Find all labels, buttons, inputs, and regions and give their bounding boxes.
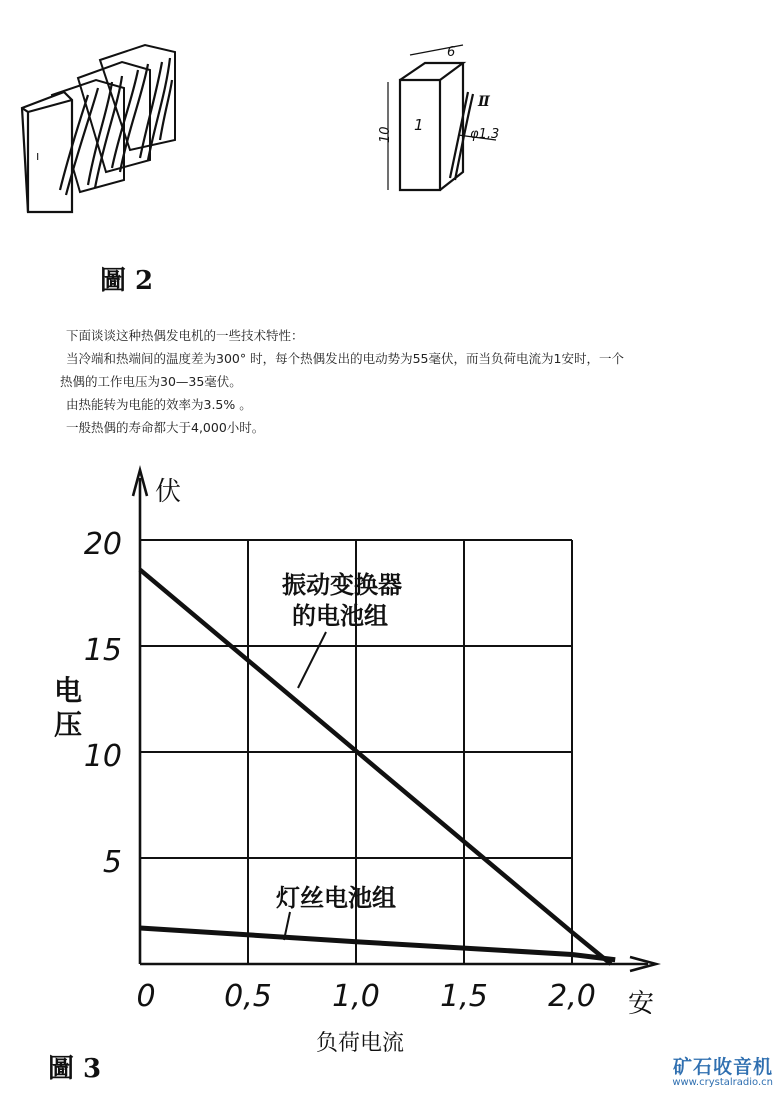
annotation-series-1-line1: 灯丝电池组 [276, 884, 396, 912]
y-axis-label: 电压 [53, 674, 83, 741]
annotation-series-0-line1: 振动变换器 [282, 571, 402, 599]
y-tick-label: 10 [83, 739, 122, 774]
text-line-3: 热偶的工作电压为30—35毫伏。 [60, 374, 242, 389]
x-tick-label: 1,0 [332, 979, 380, 1014]
annotation-series-0-leader [298, 632, 326, 688]
annotation-series-0-line2: 的电池组 [292, 602, 388, 630]
stack-label: ı [36, 149, 40, 163]
text-line-1: 下面谈谈这种热偶发电机的一些技术特性： [66, 328, 304, 343]
x-tick-label: 2,0 [548, 979, 596, 1014]
diameter-label: φ1,3 [470, 127, 500, 142]
watermark-url: www.crystalradio.cn [672, 1077, 773, 1088]
watermark-title: 矿石收音机 [672, 1056, 773, 1078]
block-label: 1 [414, 116, 424, 134]
y-unit-label: 伏 [155, 477, 182, 507]
figure-2-caption: 圖 2 [100, 266, 154, 296]
y-tick-label: 5 [102, 845, 122, 880]
x-axis-label: 负荷电流 [315, 1031, 405, 1056]
text-line-2: 当冷端和热端间的温度差为300° 时，每个热偶发出的电动势为55毫伏，而当负荷电流为1安时，一个 [66, 351, 624, 366]
figure-3-caption: 圖 3 [48, 1054, 102, 1084]
dim-width-label: 6 [447, 45, 456, 60]
wire-label: Ⅱ [478, 94, 490, 110]
x-unit-label: 安 [628, 989, 655, 1019]
x-tick-label: 0,5 [224, 979, 272, 1014]
y-tick-label: 20 [83, 527, 122, 562]
dim-height-label: 10 [378, 126, 393, 143]
text-line-4: 由热能转为电能的效率为3.5% 。 [66, 397, 252, 412]
x-tick-label: 0 [136, 979, 156, 1014]
x-tick-label: 1,5 [440, 979, 488, 1014]
series-line-1 [140, 928, 615, 960]
watermark [672, 1052, 773, 1088]
y-tick-label: 15 [83, 633, 122, 668]
text-line-5: 一般热偶的寿命都大于4,000小时。 [66, 420, 265, 435]
